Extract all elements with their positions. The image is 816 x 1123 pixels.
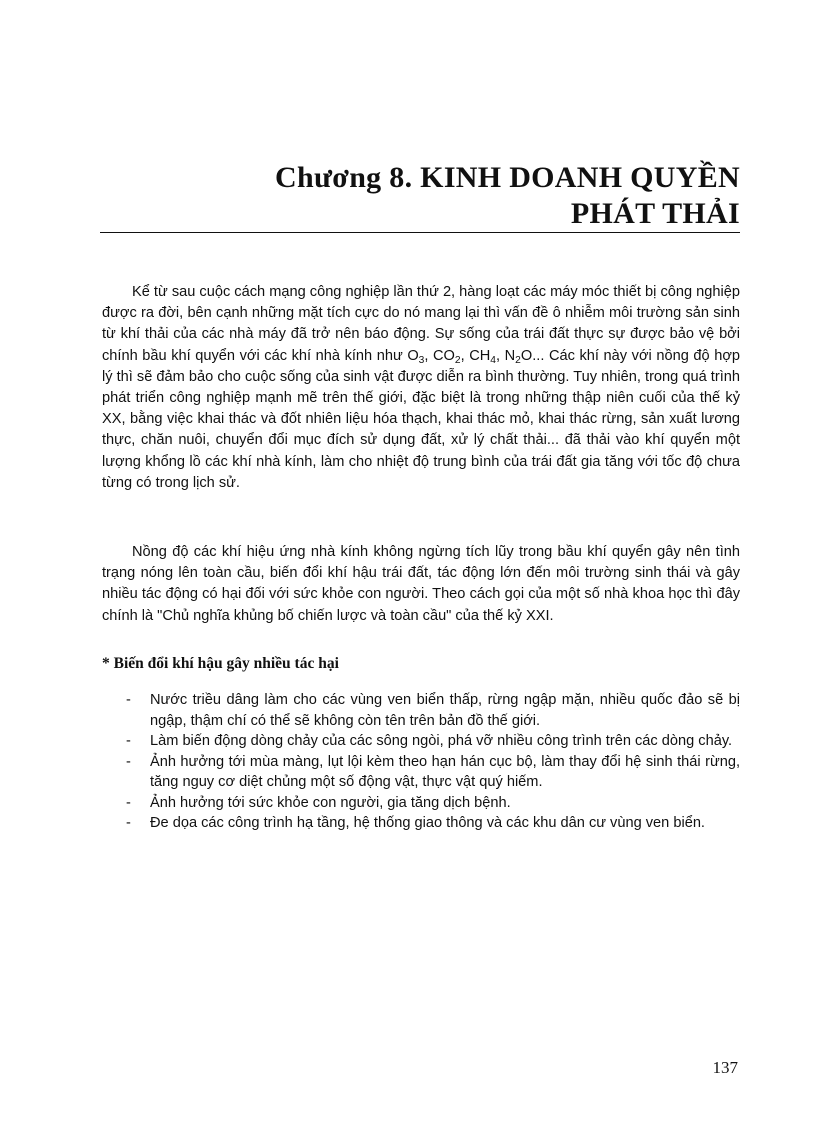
subscript: 4: [490, 354, 496, 366]
list-item-text: Ảnh hưởng tới sức khỏe con người, gia tăng dịch bệnh.: [150, 794, 511, 811]
bullet-dash: -: [126, 753, 131, 770]
chapter-title: [100, 160, 740, 232]
chapter-title-line-2: PHÁT THẢI: [570, 197, 740, 230]
list-item: [102, 752, 740, 793]
list-item-text: Làm biến động dòng chảy của các sông ngòi, phá vỡ nhiều công trình trên các dòng chảy.: [150, 733, 733, 749]
paragraph-intro: [102, 282, 740, 494]
paragraph-text: , N: [495, 347, 516, 364]
chapter-title-line-1: Chương 8. KINH DOANH QUYỀN: [275, 161, 740, 194]
list-item-text: Đe dọa các công trình hạ tầng, hệ thống giao thông và các khu dân cư vùng ven biển.: [150, 815, 705, 831]
bullet-dash: -: [126, 794, 131, 811]
subscript: 2: [454, 354, 461, 366]
page-number: 137: [712, 1058, 738, 1077]
subscript: 2: [515, 354, 521, 366]
list-item: [102, 793, 740, 814]
list-item-text: Nước triều dâng làm cho các vùng ven biển thấp, rừng ngập mặn, nhiều quốc đảo sẽ bị ngập, thậm chí có thể sẽ không còn tên trên bản đồ thế giới.: [150, 692, 740, 729]
bullet-dash: -: [126, 815, 131, 831]
bullet-dash: -: [126, 733, 131, 749]
list-item: [102, 731, 740, 752]
section-heading: * Biến đổi khí hậu gây nhiều tác hại: [102, 655, 339, 672]
paragraph-text: , CH: [460, 347, 491, 364]
list-item: [102, 813, 740, 834]
list-item-text: Ảnh hưởng tới mùa màng, lụt lội kèm theo hạn hán cục bộ, làm thay đổi hệ sinh thái rừng, tăng nguy cơ diệt chủng một số động vật, thực vật quý hiếm.: [150, 753, 740, 790]
harm-list: [102, 690, 740, 834]
list-item: [102, 690, 740, 731]
title-underline: [100, 232, 740, 233]
bullet-dash: -: [126, 692, 131, 708]
paragraph-greenhouse: Nồng độ các khí hiệu ứng nhà kính không ngừng tích lũy trong bầu khí quyển gây nên tình trạng nóng lên toàn cầu, biến đổi khí hậu trái đất, tác động lớn đến môi trường sinh thái và gây nhiều tác động có hại đối với sức khỏe con người. Theo cách gọi của một số nhà khoa học thì đây chính là "Chủ nghĩa khủng bố chiến lược và toàn cầu" của thế kỷ XXI.: [102, 544, 740, 624]
paragraph-text: O... Các khí này với nồng độ hợp lý thì sẽ đảm bảo cho cuộc sống của sinh vật được diễn ra bình thường. Tuy nhiên, trong quá trình phát triển công nghiệp mạnh mẽ trên thế giới, đặc biệt là trong những thập niên cuối của thế kỷ XX, bằng việc khai thác và đốt nhiên liệu hóa thạch, khai thác mỏ, khai thác rừng, sản xuất lương thực, chăn nuôi, chuyển đổi mục đích sử dụng đất, xử lý chất thải... đã thải vào khí quyển một lượng khổng lồ các khí nhà kính, làm cho nhiệt độ trung bình của trái đất gia tăng với tốc độ chưa từng có trong lịch sử.: [102, 347, 741, 491]
paragraph-text: Kể từ sau cuộc cách mạng công nghiệp lần thứ 2, hàng loạt các máy móc thiết bị công nghiệp được ra đời, bên cạnh những mặt tích cực do nó mang lại thì vấn đề ô nhiễm môi trường sản sinh từ khí thải của các nhà máy đã trở nên báo động. Sự sống của trái đất thực sự được bảo vệ bởi chính bầu khí quyển với các khí nhà kính như O: [102, 284, 740, 364]
paragraph-text: , CO: [424, 347, 455, 364]
subscript: 3: [418, 354, 425, 366]
